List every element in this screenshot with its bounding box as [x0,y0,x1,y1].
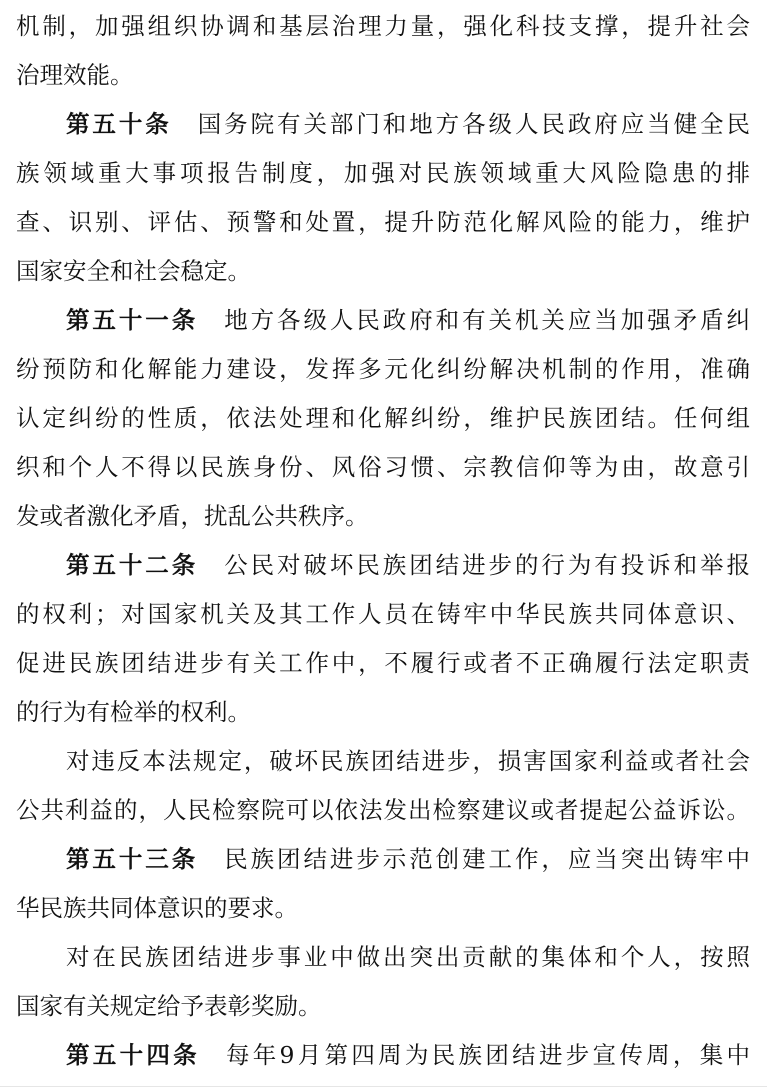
line-text: 公民对破坏民族团结进步的行为有投诉和举报 [224,551,750,579]
article-number: 第五十二条 [66,551,199,579]
line-text: 查、识别、评估、预警和处置，提升防范化解风险的能力，维护 [16,208,750,236]
line-text: 国家有关规定给予表彰奖励。 [16,992,322,1020]
text-line [16,6,750,46]
paragraph-first-line [66,937,750,977]
text-line [16,888,750,928]
line-text: 促进民族团结进步有关工作中，不履行或者不正确履行法定职责 [16,649,750,677]
line-text: 族领域重大事项报告制度，加强对民族领域重大风险隐患的排 [16,159,750,187]
text-line [16,594,750,634]
text-line [16,447,750,487]
text-line [16,790,750,830]
text-line [16,251,750,291]
article-number: 第五十三条 [66,845,199,873]
text-line [16,55,750,95]
line-text: 纷预防和化解能力建设，发挥多元化纠纷解决机制的作用，准确 [16,355,750,383]
text-line [16,202,750,242]
article-line [66,300,750,340]
line-text: 的行为有检举的权利。 [16,698,251,726]
line-text: 对在民族团结进步事业中做出突出贡献的集体和个人，按照 [66,943,750,971]
text-line [16,692,750,732]
article-line [66,545,750,585]
article-number: 第五十条 [66,110,172,138]
line-text: 认定纠纷的性质，依法处理和化解纠纷，维护民族团结。任何组 [16,404,750,432]
line-text: 发或者激化矛盾，扰乱公共秩序。 [16,502,369,530]
text-line [16,153,750,193]
article-line [66,104,750,144]
text-line [16,349,750,389]
line-text: 织和个人不得以民族身份、风俗习惯、宗教信仰等为由，故意引 [16,453,750,481]
article-number: 第五十一条 [66,306,199,334]
text-line [16,643,750,683]
line-text: 国务院有关部门和地方各级人民政府应当健全民 [197,110,750,138]
line-text: 华民族共同体意识的要求。 [16,894,298,922]
article-number: 第五十四条 [66,1041,200,1069]
text-line [16,986,750,1026]
page-bottom-divider [0,1086,767,1087]
line-text: 治理效能。 [16,61,134,89]
line-text: 国家安全和社会稳定。 [16,257,251,285]
article-line [66,839,750,879]
line-text: 民族团结进步示范创建工作，应当突出铸牢中 [224,845,750,873]
article-line [66,1035,750,1075]
line-text: 地方各级人民政府和有关机关应当加强矛盾纠 [224,306,750,334]
line-text: 对违反本法规定，破坏民族团结进步，损害国家利益或者社会 [66,747,750,775]
line-text: 每年9月第四周为民族团结进步宣传周，集中 [225,1041,750,1069]
text-line [16,496,750,536]
line-text: 公共利益的，人民检察院可以依法发出检察建议或者提起公益诉讼。 [16,796,750,824]
paragraph-first-line [66,741,750,781]
line-text: 的权利；对国家机关及其工作人员在铸牢中华民族共同体意识、 [16,600,750,628]
text-line [16,398,750,438]
line-text: 机制，加强组织协调和基层治理力量，强化科技支撑，提升社会 [16,12,750,40]
